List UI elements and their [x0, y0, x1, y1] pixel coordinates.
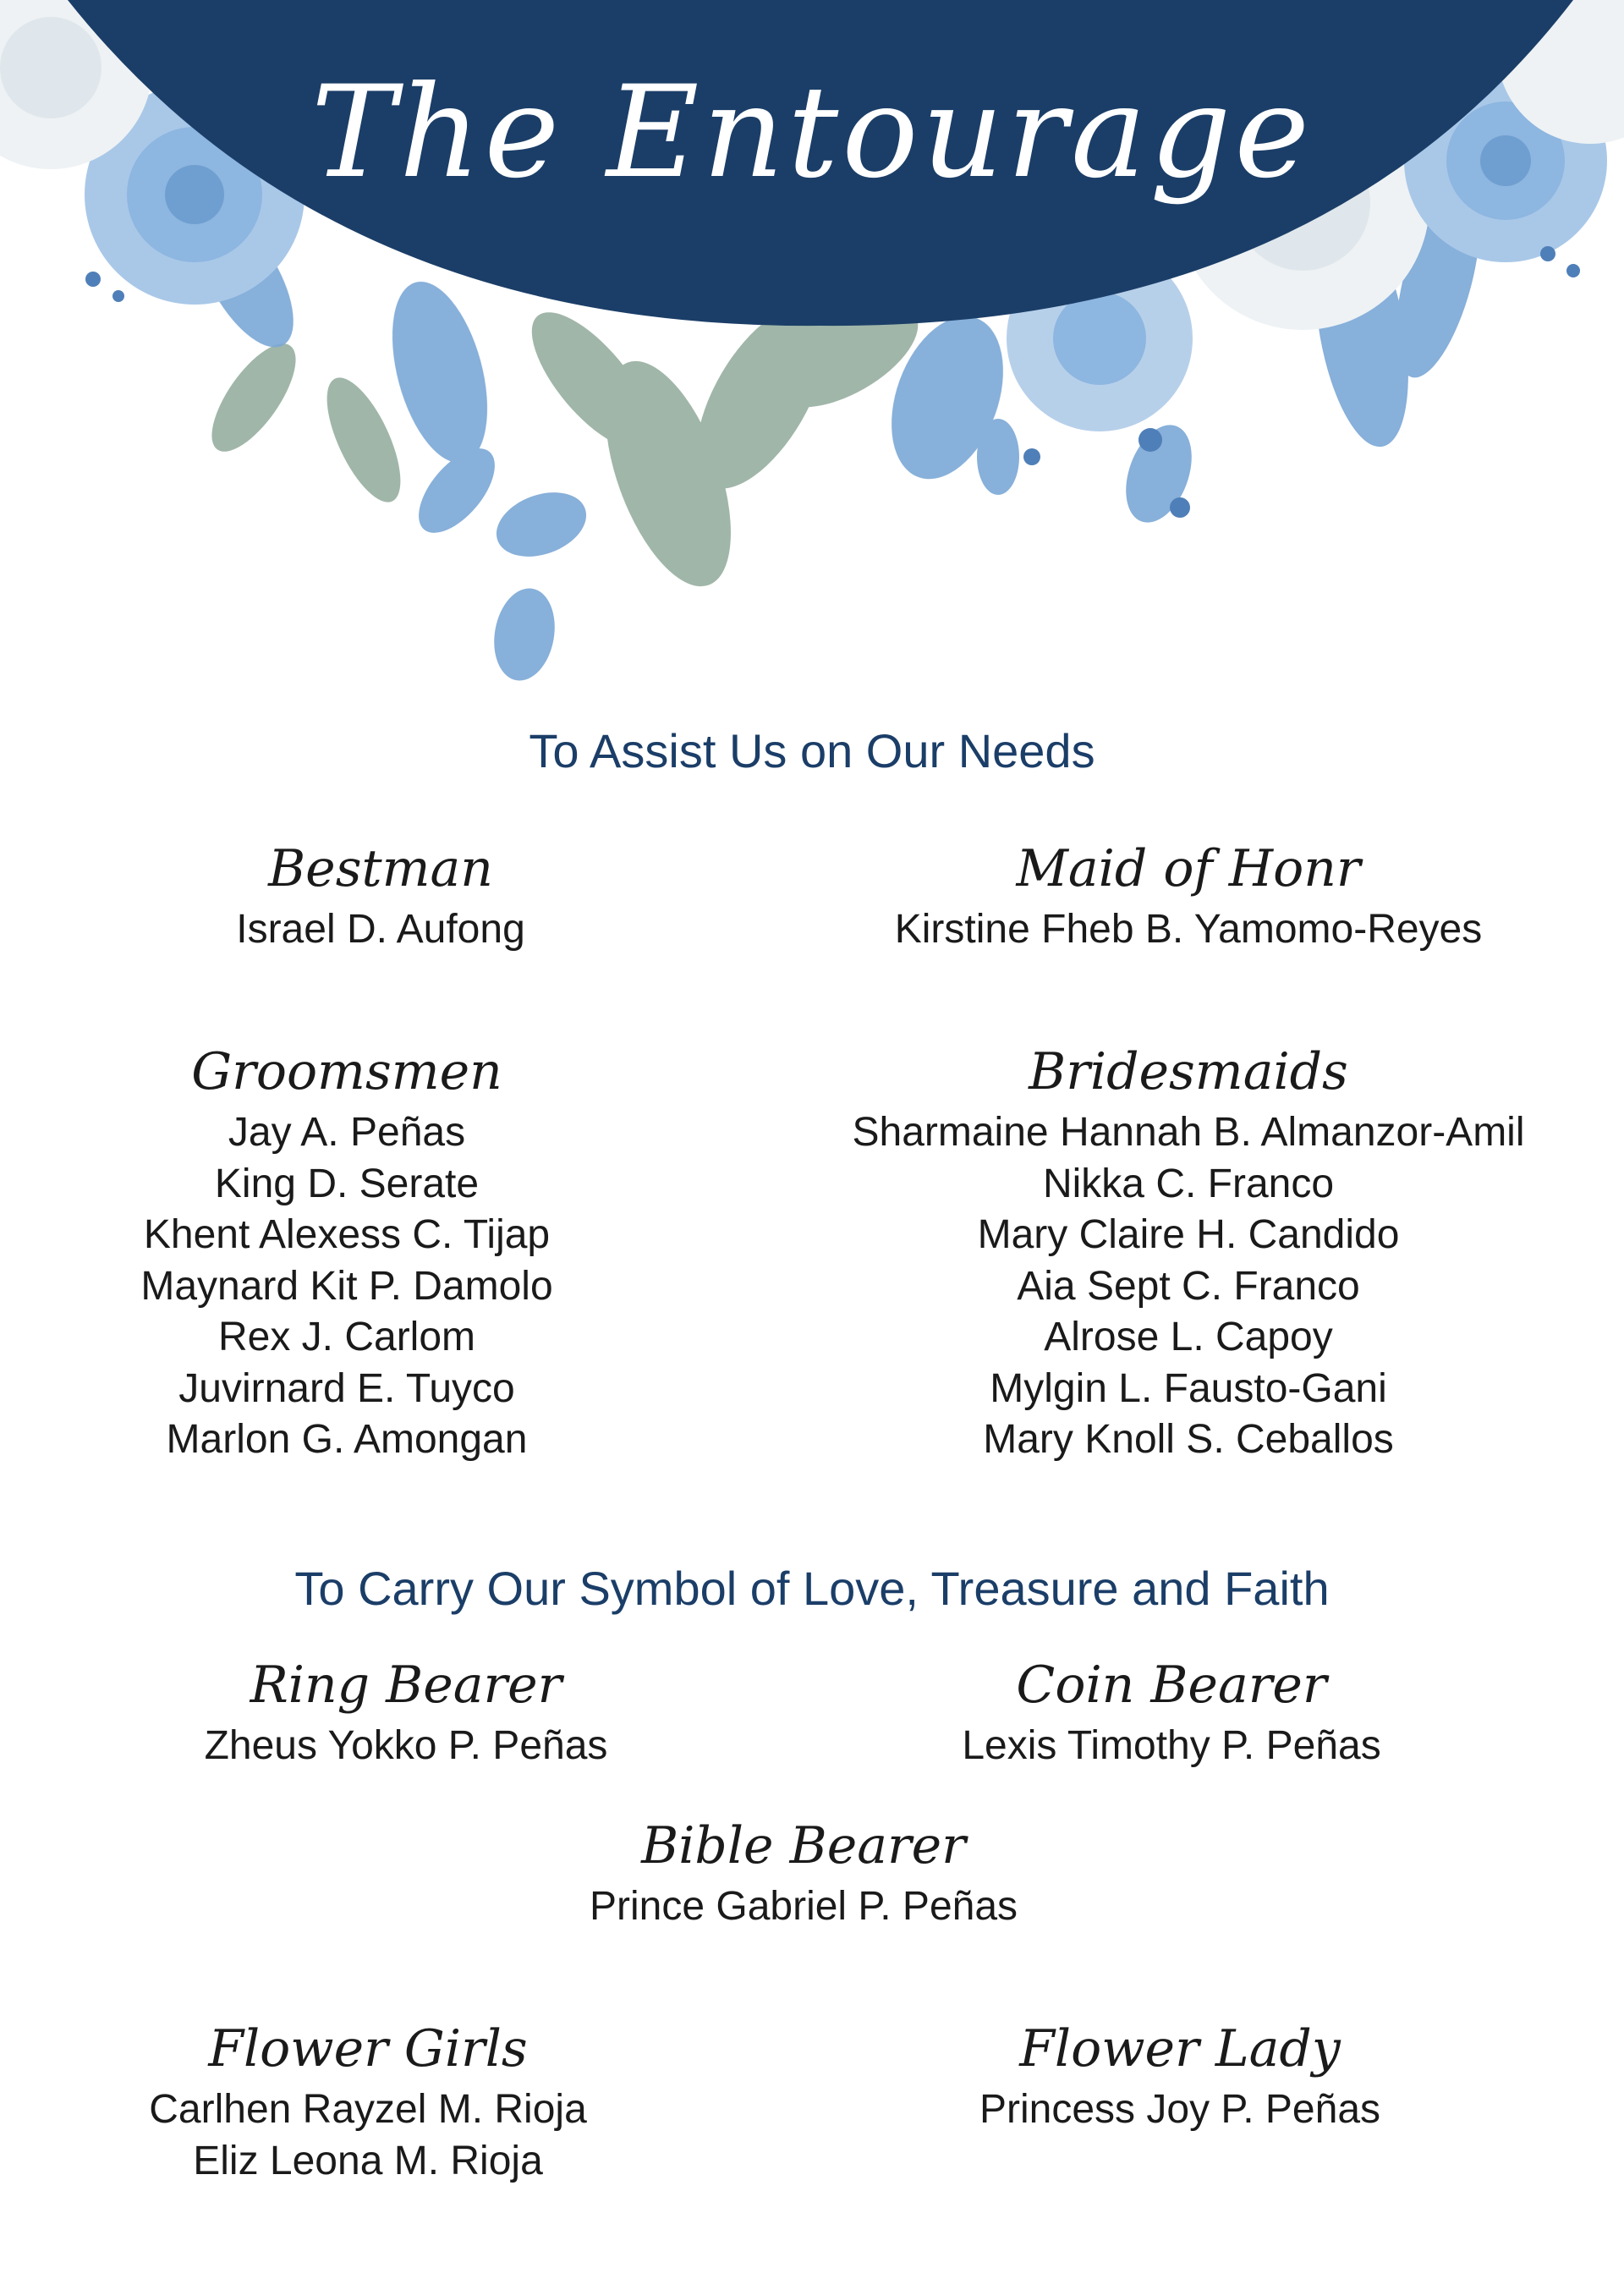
section-heading-assist: To Assist Us on Our Needs [529, 724, 1095, 777]
role-title: Flower Lady [1019, 2019, 1341, 2079]
name-item: Rex J. Carlom [217, 1315, 476, 1359]
role-title: Bridesmaids [1029, 1042, 1348, 1101]
role-title: Ring Bearer [250, 1656, 562, 1715]
name-item: Kirstine Fheb B. Yamomo-Reyes [894, 907, 1483, 952]
name-item: Sharmaine Hannah B. Almanzor-Amil [852, 1110, 1525, 1155]
name-item: Jay A. Peñas [228, 1110, 466, 1155]
role-flower-lady [918, 2013, 1442, 2136]
name-list [770, 1107, 1607, 1466]
page-title: The Entourage [310, 59, 1314, 206]
name-item: Zheus Yokko P. Peñas [204, 1723, 608, 1768]
role-title: Groomsmen [191, 1042, 502, 1101]
name-list [85, 1107, 609, 1466]
name-item: Prince Gabriel P. Peñas [589, 1884, 1018, 1929]
role-bible-bearer [541, 1810, 1066, 1933]
role-flower-girls [106, 2013, 630, 2187]
name-item: King D. Serate [214, 1161, 480, 1206]
name-list [541, 1881, 1066, 1933]
role-title: Bestman [268, 839, 493, 898]
name-list [909, 1721, 1434, 1772]
role-title: Flower Girls [208, 2019, 528, 2079]
name-item: Mary Claire H. Candido [977, 1212, 1400, 1257]
name-item: Juvirnard E. Tuyco [178, 1365, 515, 1411]
name-item: Khent Alexess C. Tijap [143, 1212, 551, 1257]
name-item: Israel D. Aufong [236, 907, 525, 952]
name-item: Nikka C. Franco [1042, 1161, 1335, 1206]
name-list [106, 2084, 630, 2187]
name-item: Aia Sept C. Franco [1017, 1263, 1360, 1309]
name-item: Eliz Leona M. Rioja [193, 2138, 543, 2183]
leaves-decoration [196, 283, 934, 603]
name-list [144, 1721, 668, 1772]
name-item: Alrose L. Capoy [1044, 1315, 1333, 1359]
role-ring-bearer [144, 1650, 668, 1772]
role-title: Coin Bearer [1016, 1656, 1327, 1715]
name-list [918, 2084, 1442, 2136]
name-item: Mary Knoll S. Ceballos [983, 1417, 1394, 1462]
name-list [118, 904, 643, 956]
section-heading-carry: To Carry Our Symbol of Love, Treasure and Faith [294, 1562, 1330, 1615]
role-groomsmen [85, 1036, 609, 1466]
name-list [791, 904, 1586, 956]
name-item: Maynard Kit P. Damolo [140, 1263, 553, 1309]
name-item: Lexis Timothy P. Peñas [962, 1723, 1381, 1768]
name-item: Princess Joy P. Peñas [979, 2087, 1381, 2132]
name-item: Mylgin L. Fausto-Gani [990, 1365, 1387, 1411]
role-coin-bearer [909, 1650, 1434, 1772]
name-item: Marlon G. Amongan [166, 1417, 528, 1462]
role-title: Maid of Honr [1016, 839, 1361, 898]
name-item: Carlhen Rayzel M. Rioja [149, 2087, 587, 2132]
role-title: Bible Bearer [641, 1816, 966, 1875]
role-maid-of-honor [791, 833, 1586, 956]
role-bridesmaids [770, 1036, 1607, 1466]
role-bestman [118, 833, 643, 956]
